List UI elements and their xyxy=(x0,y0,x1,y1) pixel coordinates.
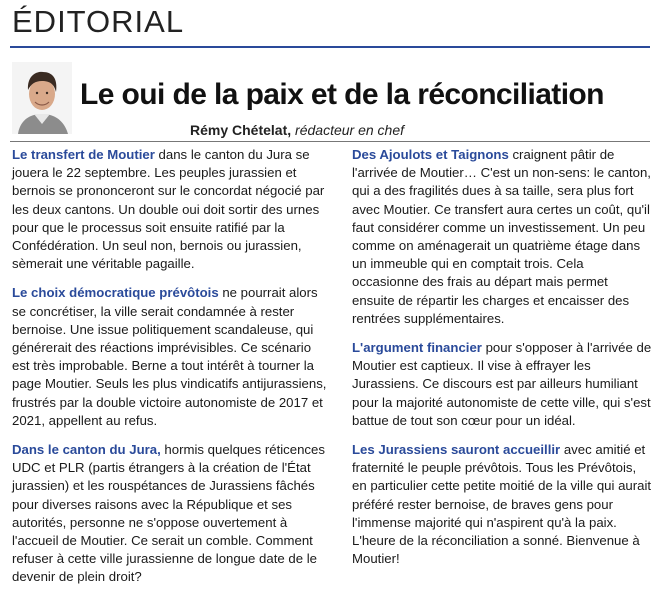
paragraph xyxy=(12,441,332,587)
author-name: Rémy Chételat, xyxy=(190,122,292,138)
paragraph-text: craignent pâtir de l'arrivée de Moutier… C'est un non-sens: le canton, qui a des fragilités dues à sa taille, sera plus fort avec Moutier. Ce transfert aura certes un coût, qu'il faut considérer comme un investissement. Un peu comme on aménagerait un quatrième étage dans un immeuble qui en comptait trois. Cela occasionne des frais au départ mais permet ensuite de répartir les charges et encaisser des rentrées supplémentaires. xyxy=(352,147,651,326)
paragraph xyxy=(352,146,652,328)
section-title: ÉDITORIAL xyxy=(12,4,185,39)
paragraph xyxy=(352,441,652,568)
paragraph-text: hormis quelques réticences UDC et PLR (partis étrangers à la création de l'État jurassien) et les rouspétances de Jurassiens fâchés pour diverses raisons avec la République et ses autorités, personne ne s'oppose ouvertement à l'accueil de Moutier. Ce serait un comble. Comment refuser à cette ville jurassienne de longue date de le devenir de plein droit? xyxy=(12,442,325,585)
section-header xyxy=(10,4,650,48)
paragraph-text: avec amitié et fraternité le peuple prévôtois. Tous les Prévôtois, en particulier cette petite moitié de la ville qui aurait préféré rester bernoise, de braves gens pour l'immense majorité qui n'aspirent qu'à la paix. L'heure de la réconciliation a sonné. Bienvenue à Moutier! xyxy=(352,442,652,567)
author-role: rédacteur en chef xyxy=(295,122,405,138)
paragraph xyxy=(12,146,332,273)
paragraph-lead: L'argument financier xyxy=(352,340,482,356)
paragraph-lead: Le choix démocratique prévôtois xyxy=(12,285,219,301)
author-portrait xyxy=(12,62,72,134)
paragraph-lead: Le transfert de Moutier xyxy=(12,147,155,162)
left-column xyxy=(12,146,332,598)
paragraph-text: pour s'opposer à l'arrivée de Moutier est captieux. Il vise à effrayer les Jurassiens. Ce discours est par ailleurs humiliant pour la majorité autonomiste de cette ville, qui s'est battue de tout son cœur pour un idéal. xyxy=(352,340,652,428)
paragraph-lead: Les Jurassiens sauront accueillir xyxy=(352,442,561,458)
paragraph-lead: Des Ajoulots et Taignons xyxy=(352,147,509,162)
paragraph-text: dans le canton du Jura se jouera le 22 septembre. Les peuples jurassien et bernois se prononceront sur le concordat négocié par les deux cantons. Un double oui doit sortir des urnes pour que le processus soit ensuite ratifié par la Confédération. Un seul non, bernois ou jurassien, sèmerait une véritable pagaille. xyxy=(12,147,325,272)
headline: Le oui de la paix et de la réconciliation xyxy=(80,78,604,111)
paragraph xyxy=(352,339,652,430)
right-column xyxy=(352,146,652,579)
header-divider xyxy=(10,141,650,142)
paragraph-lead: Dans le canton du Jura, xyxy=(12,442,161,458)
byline xyxy=(190,122,650,138)
paragraph-text: ne pourrait alors se concrétiser, la ville serait condamnée à rester bernoise. Une issue politiquement scandaleuse, qui générerait des réactions imprévisibles. Ce scénario est très improbable. Berne a tout intérêt à tourner la page Moutier. Seuls les plus vindicatifs antijurassiens, frustrés par la double victoire autonomiste de 2017 et 2021, appellent au refus. xyxy=(12,285,327,428)
paragraph xyxy=(12,284,332,430)
